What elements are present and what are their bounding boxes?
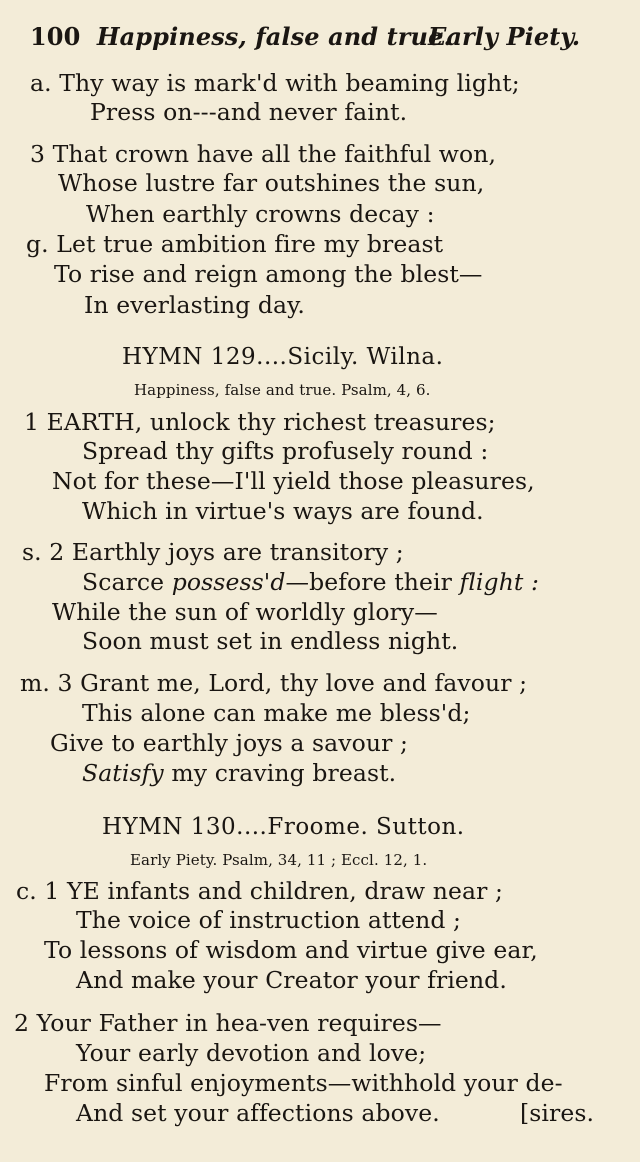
verse-italic-word: possess'd [171,568,286,596]
verse-line: To rise and reign among the blest— [54,260,483,288]
hymn-129-title: HYMN 129....Sicily. Wilna. [122,344,444,370]
verse-line [82,758,396,788]
verse-line: Which in virtue's ways are found. [82,497,484,525]
verse-line: 1 EARTH, unlock thy richest treasures; [24,408,496,436]
verse-line: While the sun of worldly glory— [52,598,438,626]
verse-line: Give to earthly joys a savour ; [50,729,409,757]
hymn-129-subtitle: Happiness, false and true. Psalm, 4, 6. [134,381,431,399]
verse-italic-word: flight : [459,568,540,596]
verse-line: Spread thy gifts profusely round : [82,437,489,465]
verse-line: And set your affections above. [76,1099,440,1127]
verse-line: a. Thy way is mark'd with beaming light; [30,69,520,97]
verse-line: From sinful enjoyments—withhold your de- [44,1069,563,1097]
verse-line: In everlasting day. [84,291,305,319]
page-number: 100 [30,22,81,51]
verse-text: —before their [285,568,460,596]
verse-line: g. Let true ambition fire my breast [26,230,444,258]
hymn-130-subtitle: Early Piety. Psalm, 34, 11 ; Eccl. 12, 1. [130,851,428,869]
header-title-right: Early Piety. [428,22,581,51]
verse-line: 3 That crown have all the faithful won, [30,140,497,168]
hymn-130-title: HYMN 130....Froome. Sutton. [102,814,465,840]
verse-line: To lessons of wisdom and virtue give ear, [44,936,538,964]
verse-line: s. 2 Earthly joys are transitory ; [22,538,404,566]
verse-line: Your early devotion and love; [76,1039,427,1067]
verse-line: c. 1 YE infants and children, draw near ; [16,877,504,905]
verse-text: Scarce [82,568,172,596]
verse-italic-word: Satisfy [82,759,164,787]
verse-line: Soon must set in endless night. [82,627,459,655]
verse-line: And make your Creator your friend. [76,966,507,994]
verse-line: This alone can make me bless'd; [82,699,471,727]
verse-line [82,567,539,597]
verse-line: When earthly crowns decay : [86,200,435,228]
verse-text: my craving breast. [163,759,397,787]
verse-line: The voice of instruction attend ; [76,906,462,934]
header-title-left: Happiness, false and true. [96,22,452,51]
verse-line: Press on---and never faint. [90,98,408,126]
verse-line: Whose lustre far outshines the sun, [58,169,485,197]
verse-line: Not for these—I'll yield those pleasures, [52,467,535,495]
verse-line-turnover: [sires. [520,1099,595,1127]
verse-line: m. 3 Grant me, Lord, thy love and favour ; [20,669,528,697]
verse-line: 2 Your Father in hea-ven requires— [14,1009,442,1037]
running-header [30,22,452,52]
